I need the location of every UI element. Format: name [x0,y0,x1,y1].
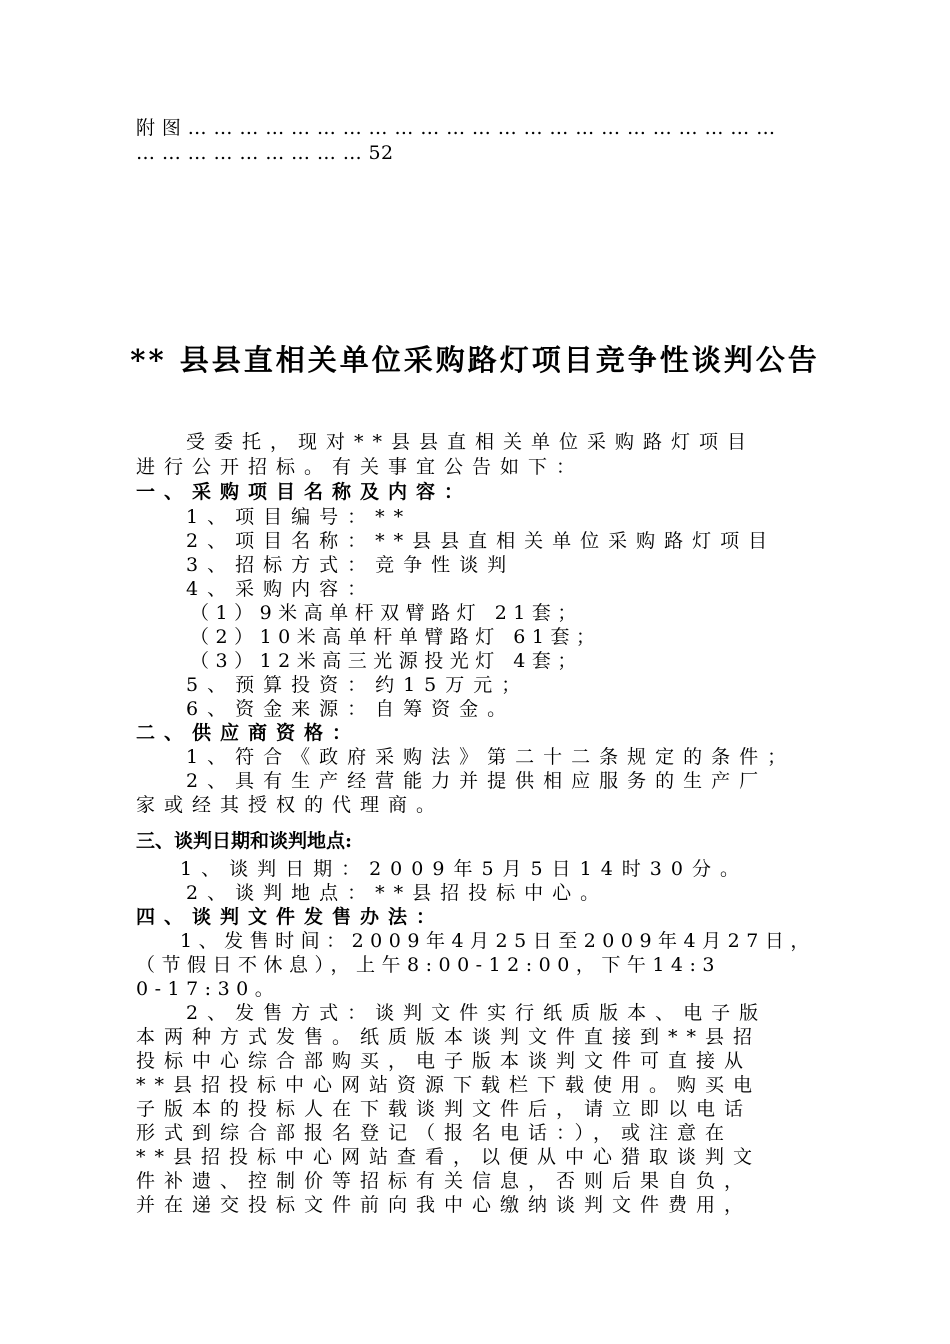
section1-item-3: 3、招标方式：竞争性谈判 [186,554,516,576]
section1-sub-item-2: （2）10米高单杆单臂路灯 61套； [190,626,602,648]
section4-item-1-line-2: （节假日不休息），上午8:00-12:00，下午14:3 [136,954,722,976]
section4-item-2-line-5: 子版本的投标人在下载谈判文件后，请立即以电话 [136,1098,753,1120]
toc-line-1: 附 图 … … … … … … … … … … … … … … … … … … … … … … … [136,117,776,139]
section3-item-2: 2、谈判地点：**县招投标中心。 [186,882,609,904]
section1-item-6: 6、资金来源：自筹资金。 [186,698,516,720]
section4-item-2-line-7: **县招投标中心网站查看，以便从中心猎取谈判文 [136,1146,762,1168]
page-title: ** 县县直相关单位采购路灯项目竞争性谈判公告 [130,343,820,377]
section2-heading: 二、供应商资格： [136,722,361,744]
section1-sub-item-3: （3）12米高三光源投光灯 4套； [190,650,583,672]
section4-item-2-line-3: 投标中心综合部购买，电子版本谈判文件可直接从 [136,1050,753,1072]
section1-item-5: 5、预算投资：约15万元； [186,674,530,696]
toc-line-2: … … … … … … … … … 52 [136,142,394,164]
section4-item-1-line-3: 0-17:30。 [136,978,281,1000]
section1-item-4: 4、采购内容： [186,578,376,600]
section4-item-2-line-2: 本两种方式发售。纸质版本谈判文件直接到**县招 [136,1026,762,1048]
section4-item-2-line-1: 2、发售方式：谈判文件实行纸质版本、电子版 [186,1002,768,1024]
section4-item-2-line-8: 件补遗、控制价等招标有关信息，否则后果自负， [136,1170,753,1192]
intro-line-2: 进行公开招标。有关事宜公告如下： [136,456,585,478]
section4-item-2-line-4: **县招投标中心网站资源下载栏下载使用。购买电 [136,1074,762,1096]
section1-sub-item-1: （1）9米高单杆双臂路灯 21套； [190,602,583,624]
section2-item-2-line-1: 2、具有生产经营能力并提供相应服务的生产厂 [186,770,768,792]
section2-item-1: 1、符合《政府采购法》第二十二条规定的条件； [186,746,796,768]
section1-heading: 一、采购项目名称及内容： [136,481,473,503]
intro-line-1: 受委托，现对**县县直相关单位采购路灯项目 [186,431,756,453]
section4-heading: 四、谈判文件发售办法： [136,906,445,928]
section1-item-1: 1、项目编号：** [186,506,413,528]
section4-item-2-line-6: 形式到综合部报名登记（报名电话：），或注意在 [136,1122,734,1144]
section4-item-1-line-1: 1、发售时间：2009年4月25日至2009年4月27日， [180,930,816,952]
section3-item-1: 1、谈判日期：2009年5月5日14时30分。 [180,858,748,880]
section3-heading: 三、谈判日期和谈判地点: [136,830,353,852]
section2-item-2-line-2: 家或经其授权的代理商。 [136,794,445,816]
section4-item-2-line-9: 并在递交投标文件前向我中心缴纳谈判文件费用， [136,1194,753,1216]
section1-item-2: 2、项目名称：**县县直相关单位采购路灯项目 [186,530,777,552]
